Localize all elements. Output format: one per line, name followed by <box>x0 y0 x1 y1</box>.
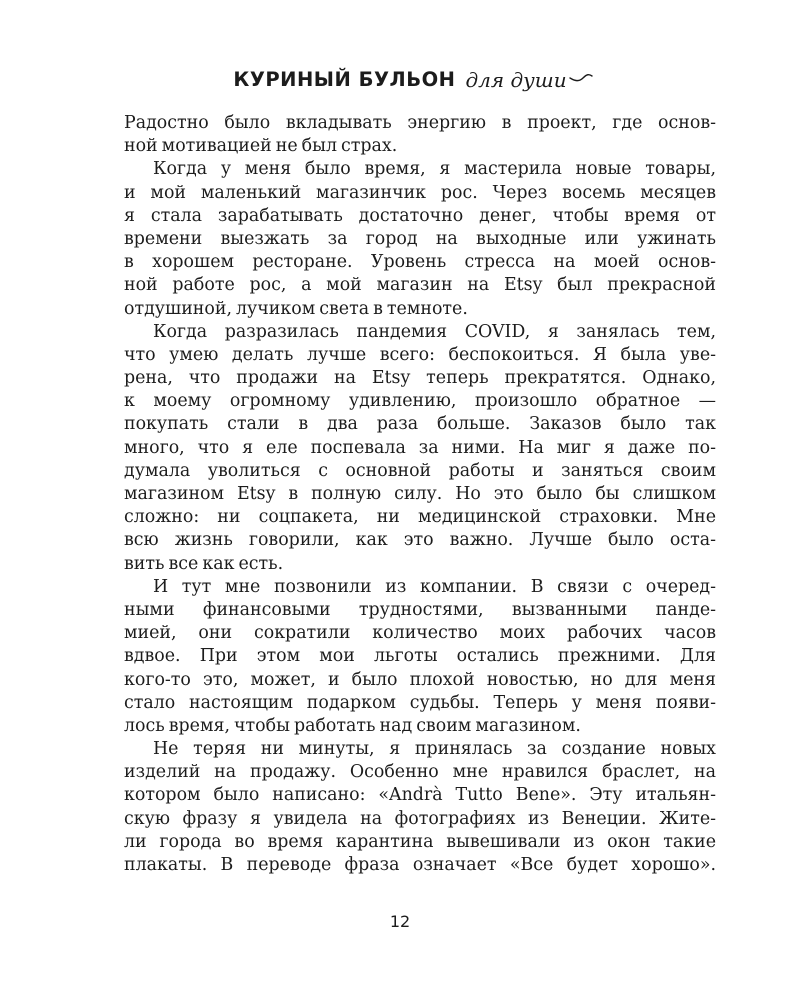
text-line: Когда у меня было время, я мастерила новые товары, <box>153 159 716 180</box>
text-line: сложно: ни соцпакета, ни медицинской страховки. Мне <box>124 507 716 528</box>
text-line: много, что я еле поспевала за ними. На миг я даже по- <box>124 437 716 458</box>
text-line: времени выезжать за город на выходные или ужинать <box>124 228 716 249</box>
text-line: к моему огромному удивлению, произошло обратное — <box>124 391 716 412</box>
body-text <box>124 112 716 877</box>
text-line: ли города во время карантина вывешивали из окон такие <box>124 831 716 852</box>
text-line: рена, что продажи на Etsy теперь прекратятся. Однако, <box>124 368 716 389</box>
text-line: всю жизнь говорили, как это важно. Лучше было оста- <box>124 530 716 551</box>
text-line: изделий на продажу. Особенно мне нравился браслет, на <box>124 762 716 783</box>
text-line: что умею делать лучше всего: беспокоиться. Я была уве- <box>124 344 716 365</box>
text-line: и мой маленький магазинчик рос. Через восемь месяцев <box>124 182 716 203</box>
text-line: ной мотивацией не был страх. <box>124 136 398 157</box>
text-line: ной работе рос, а мой магазин на Etsy был прекрасной <box>124 275 716 296</box>
text-line: Когда разразилась пандемия COVID, я занялась тем, <box>153 321 716 342</box>
header-title: КУРИНЫЙ БУЛЬОН <box>233 68 456 91</box>
text-line: я стала зарабатывать достаточно денег, чтобы время от <box>124 205 716 226</box>
header-script-subtitle <box>465 60 566 100</box>
text-line: скую фразу я увидела на фотографиях из Венеции. Жите- <box>124 808 716 829</box>
text-line: плакаты. В переводе фраза означает «Все будет хорошо». <box>124 855 716 875</box>
header-script-text: для души <box>465 68 567 92</box>
text-line: Радостно было вкладывать энергию в проект, где основ- <box>124 113 716 133</box>
text-line: кого-то это, может, и было плохой новостью, но для меня <box>124 669 716 690</box>
flourish-icon <box>569 72 593 84</box>
text-line: мией, они сократили количество моих рабочих часов <box>124 623 716 644</box>
text-line: отдушиной, лучиком света в темноте. <box>124 298 468 319</box>
text-line: думала уволиться с основной работы и заняться своим <box>124 460 716 481</box>
running-header <box>0 60 800 100</box>
text-line: магазином Etsy в полную силу. Но это было бы слишком <box>124 484 716 504</box>
text-line: стало настоящим подарком судьбы. Теперь у меня появи- <box>124 692 716 713</box>
text-line: в хорошем ресторане. Уровень стресса на моей основ- <box>124 252 716 273</box>
text-line: котором было написано: «Andrà Tutto Bene». Эту итальян- <box>124 785 716 806</box>
text-line: покупать стали в два раза больше. Заказов было так <box>124 414 716 435</box>
text-line: ными финансовыми трудностями, вызванными панде- <box>124 599 716 620</box>
text-line: Не теряя ни минуты, я принялась за создание новых <box>153 739 716 760</box>
text-line: И тут мне позвонили из компании. В связи с очеред- <box>153 576 716 597</box>
text-line: вить все как есть. <box>124 553 284 574</box>
text-line: вдвое. При этом мои льготы остались прежними. Для <box>124 646 716 667</box>
text-line: лось время, чтобы работать над своим магазином. <box>124 715 581 736</box>
page-number: 12 <box>389 912 411 931</box>
